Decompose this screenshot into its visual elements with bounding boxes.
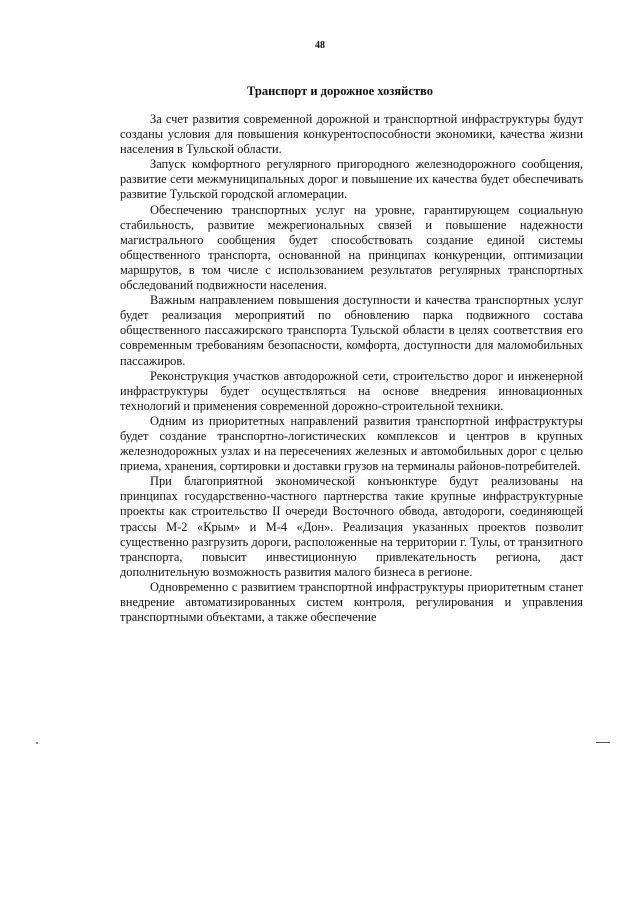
paragraph: Обеспечению транспортных услуг на уровне, гарантирующем социальную стабильность, развитие межрегиональных связей и повышение надежности магистрального сообщения будет способствовать создание единой системы общественного транспорта, основанной на принципах конкуренции, оптимизации маршрутов, в том числе с использованием результатов регулярных транспортных обследований подвижности населения. xyxy=(120,202,583,293)
paragraph: Одновременно с развитием транспортной инфраструктуры приоритетным станет внедрение автоматизированных систем контроля, регулирования и управления транспортными объектами, а также обеспечение xyxy=(120,579,583,625)
page-number: 48 xyxy=(315,40,325,51)
scan-mark xyxy=(596,742,610,743)
scan-mark xyxy=(36,742,38,744)
paragraph: За счет развития современной дорожной и транспортной инфраструктуры будут созданы условия для повышения конкурентоспособности экономики, качества жизни населения в Тульской области. xyxy=(120,112,583,157)
paragraph: Важным направлением повышения доступности и качества транспортных услуг будет реализация мероприятий по обновлению парка подвижного состава общественного пассажирского транспорта Тульской области в целях соответствия его современным требованиям безопасности, комфорта, доступности для маломобильных пассажиров. xyxy=(120,293,583,368)
section-title: Транспорт и дорожное хозяйство xyxy=(247,84,433,98)
paragraph: Реконструкция участков автодорожной сети, строительство дорог и инженерной инфраструктуры будет осуществляться на основе внедрения инновационных технологий и применения современной дорожно-строительной техники. xyxy=(120,368,583,413)
paragraph: Запуск комфортного регулярного пригородного железнодорожного сообщения, развитие сети межмуниципальных дорог и повышение их качества будет обеспечивать развитие Тульской городской агломерации. xyxy=(120,157,583,202)
paragraph: Одним из приоритетных направлений развития транспортной инфраструктуры будет создание транспортно-логистических комплексов и центров в крупных железнодорожных узлах и на пересечениях железных и автомобильных дорог с целью приема, хранения, сортировки и доставки грузов на терминалы районов-потребителей. xyxy=(120,413,583,474)
paragraph: При благоприятной экономической конъюнктуре будут реализованы на принципах государственно-частного партнерства такие крупные инфраструктурные проекты как строительство II очереди Восточного обвода, автодороги, соединяющей трассы М-2 «Крым» и М-4 «Дон». Реализация указанных проектов позволит существенно разгрузить дороги, расположенные на территории г. Тулы, от транзитного транспорта, повысит инвестиционную привлекательность региона, даст дополнительную возможность развития малого бизнеса в регионе. xyxy=(120,474,583,579)
document-body xyxy=(120,112,583,625)
